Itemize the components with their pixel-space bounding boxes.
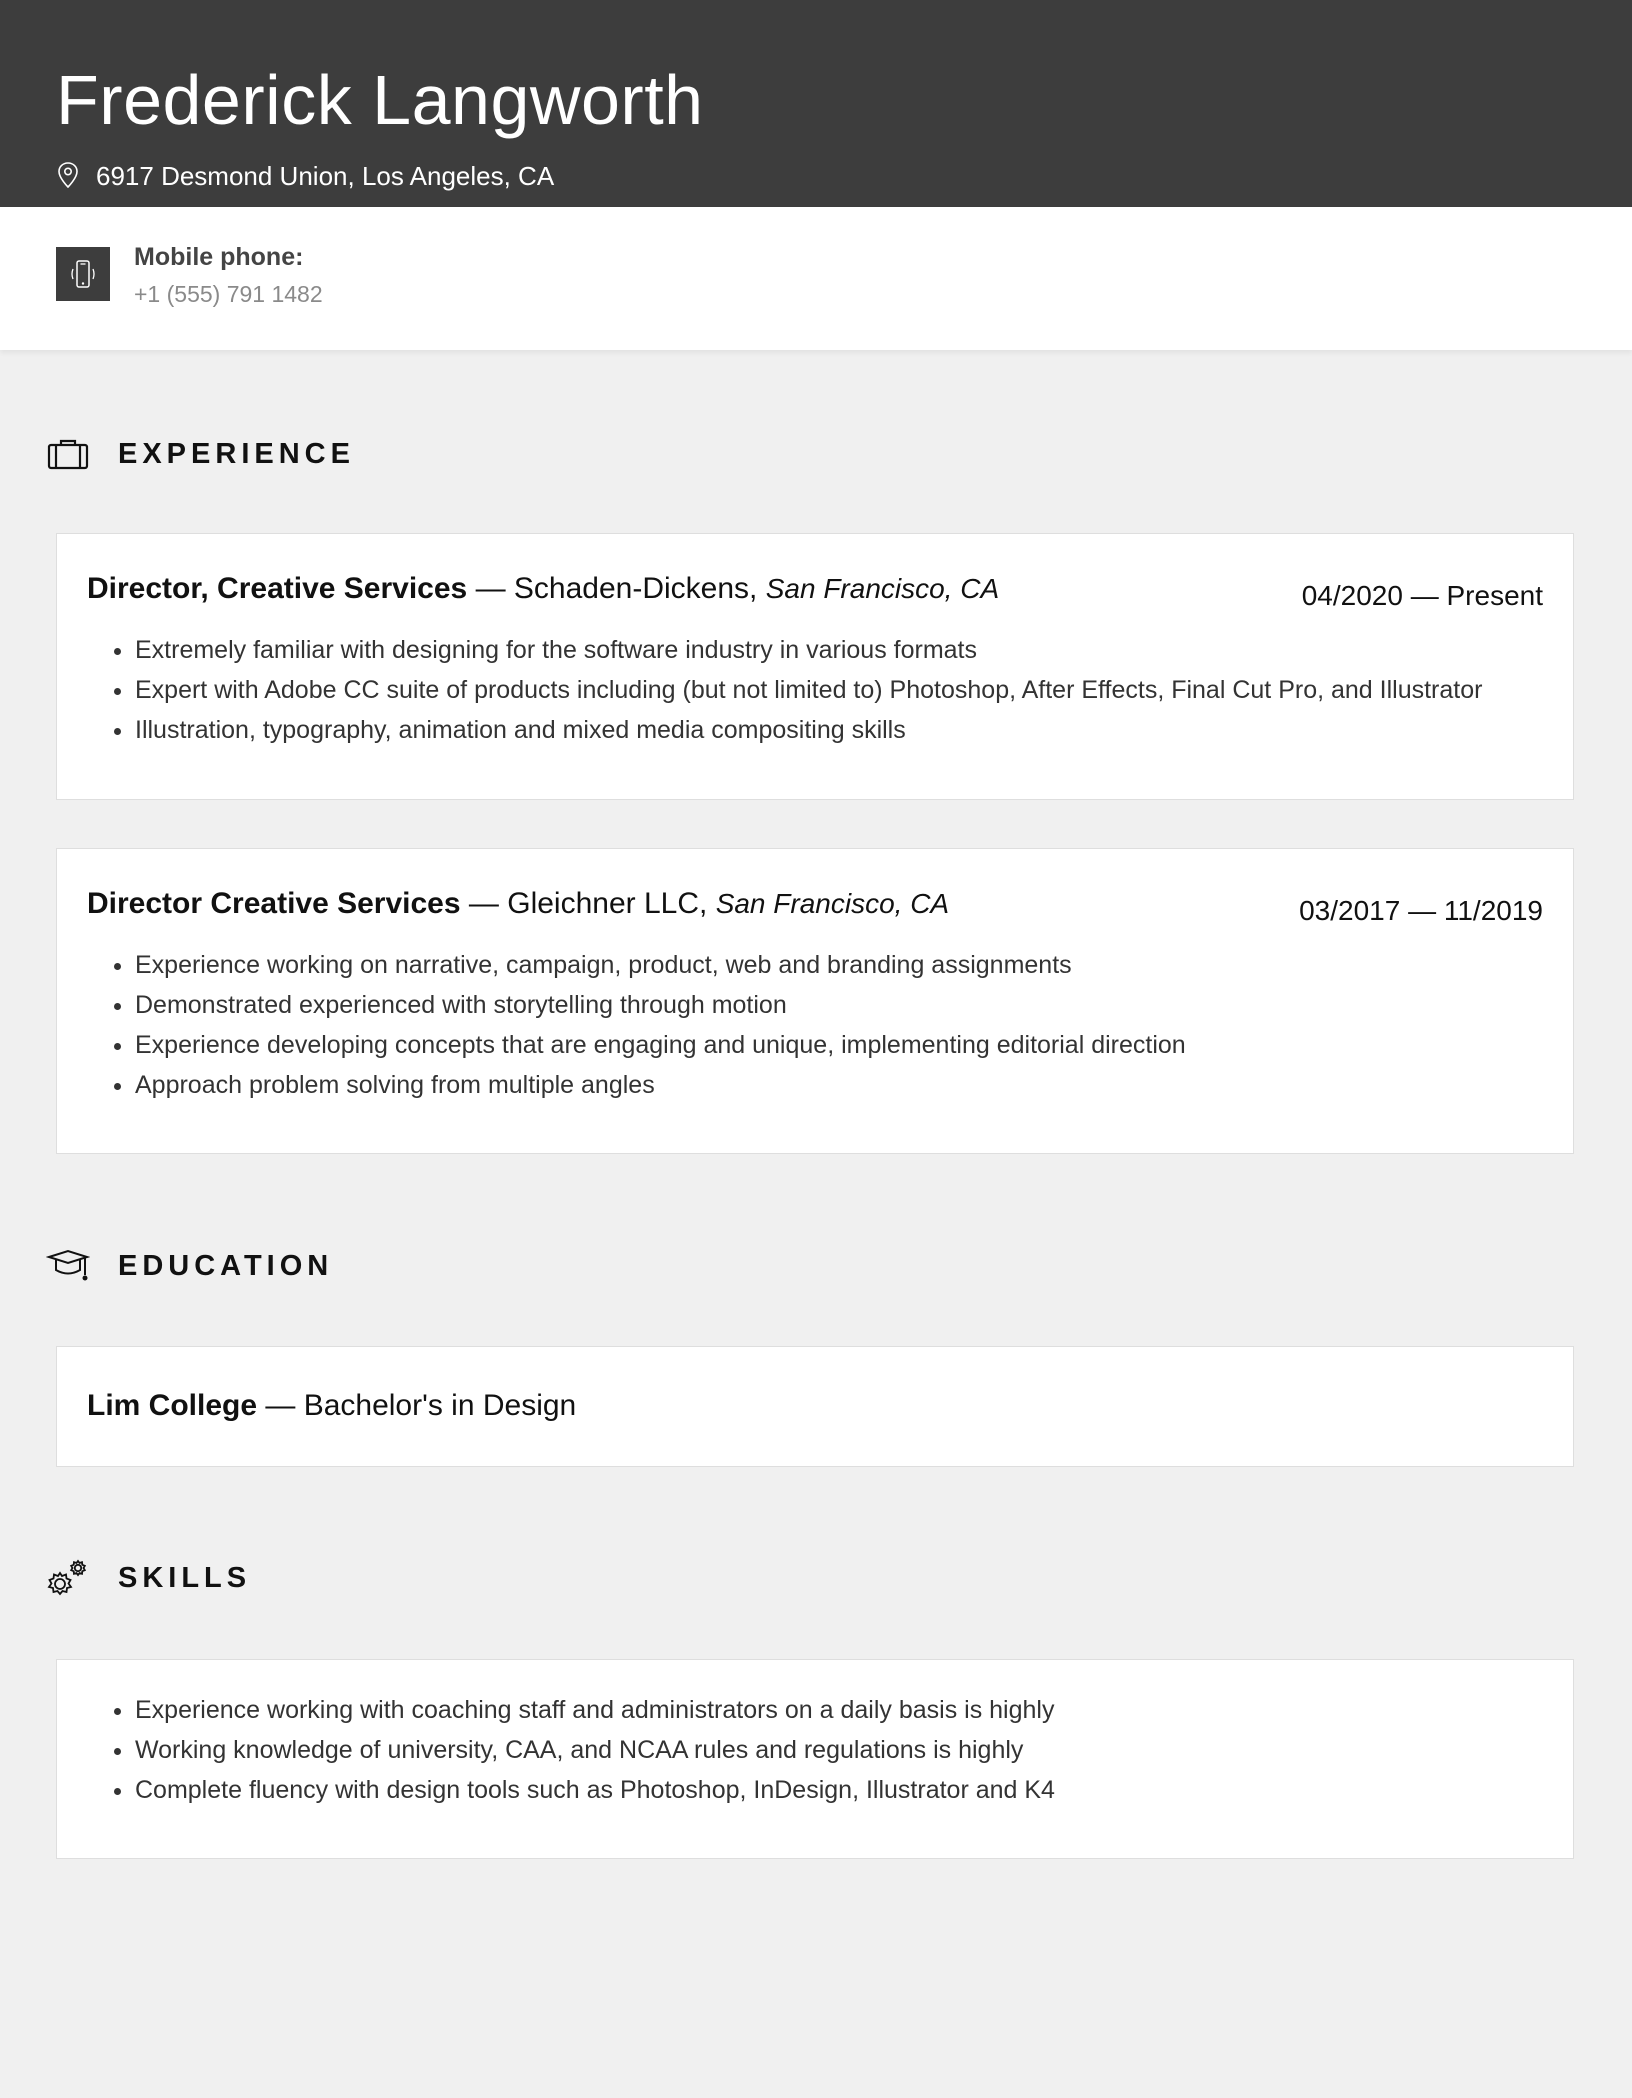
skills-list	[87, 1690, 1055, 1810]
education-heading	[46, 1246, 333, 1286]
education-line	[87, 1389, 576, 1423]
list-item: • Experience working with coaching staff and administrators on a daily basis is highly	[135, 1690, 1055, 1730]
experience-card-1	[56, 533, 1574, 800]
skills-title: SKILLS	[118, 1561, 252, 1594]
skills-card	[56, 1659, 1574, 1859]
experience-title: EXPERIENCE	[118, 437, 355, 470]
job-title-line	[87, 887, 949, 921]
experience-heading	[46, 434, 355, 474]
job-role: Director, Creative Services	[87, 572, 468, 605]
list-item: • Working knowledge of university, CAA, and NCAA rules and regulations is highly	[135, 1730, 1055, 1770]
job-dates: 04/2020 — Present	[1301, 580, 1543, 611]
job-role: Director Creative Services	[87, 887, 461, 920]
job-location: San Francisco, CA	[715, 888, 950, 919]
school-name: Lim College	[87, 1389, 258, 1422]
list-item: • Complete fluency with design tools such as Photoshop, InDesign, Illustrator and K4	[135, 1770, 1055, 1810]
list-item: • Demonstrated experienced with storytelling through motion	[135, 985, 1186, 1025]
contact-bar	[0, 207, 1632, 350]
mobile-phone-icon	[65, 256, 101, 292]
company-name: Schaden-Dickens,	[513, 572, 758, 605]
job-bullets	[87, 630, 1482, 750]
graduation-cap-icon	[46, 1246, 90, 1286]
address-line	[56, 158, 554, 194]
degree: Bachelor's in Design	[303, 1389, 577, 1422]
gears-icon	[46, 1558, 90, 1598]
separator: —	[460, 887, 508, 920]
company-name: Gleichner LLC,	[507, 887, 708, 920]
address-text: 6917 Desmond Union, Los Angeles, CA	[96, 160, 555, 191]
location-pin-icon	[56, 161, 80, 191]
list-item: • Expert with Adobe CC suite of products including (but not limited to) Photoshop, After Effects, Final Cut Pro, and Illustrator	[135, 670, 1482, 710]
briefcase-icon	[46, 434, 90, 474]
education-title: EDUCATION	[118, 1249, 334, 1282]
list-item: • Extremely familiar with designing for the software industry in various formats	[135, 630, 1482, 670]
separator: —	[257, 1389, 304, 1422]
phone-label: Mobile phone:	[134, 243, 304, 271]
separator: —	[467, 572, 514, 605]
phone-icon-box	[56, 247, 110, 301]
skills-heading	[46, 1558, 251, 1598]
list-item: • Approach problem solving from multiple angles	[135, 1065, 1186, 1105]
job-bullets	[87, 945, 1186, 1105]
list-item: • Experience developing concepts that are engaging and unique, implementing editorial direction	[135, 1025, 1186, 1065]
phone-number: +1 (555) 791 1482	[134, 281, 323, 307]
list-item: • Experience working on narrative, campaign, product, web and branding assignments	[135, 945, 1186, 985]
education-card	[56, 1346, 1574, 1467]
resume-header	[0, 0, 1632, 207]
job-title-line	[87, 572, 999, 606]
candidate-name: Frederick Langworth	[56, 61, 704, 139]
experience-card-2	[56, 848, 1574, 1154]
job-location: San Francisco, CA	[765, 573, 1000, 604]
job-dates: 03/2017 — 11/2019	[1299, 895, 1543, 926]
list-item: • Illustration, typography, animation and mixed media compositing skills	[135, 710, 1482, 750]
